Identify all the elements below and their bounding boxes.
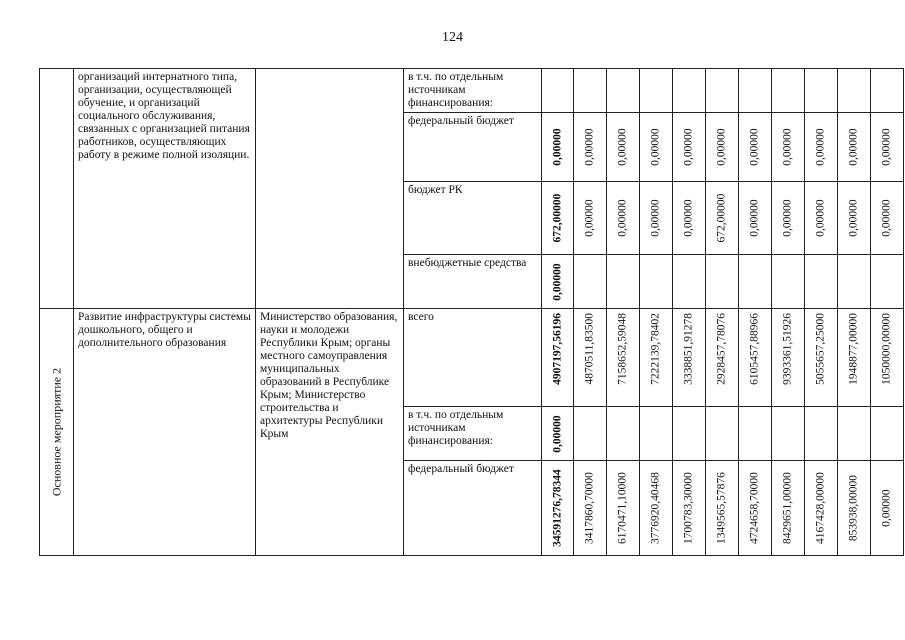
- value-cell: [838, 407, 871, 461]
- year-value: 6105457,88966: [748, 313, 761, 385]
- value-cell: [739, 69, 772, 113]
- source-label-cell: [404, 309, 542, 407]
- value-cell: [607, 309, 640, 407]
- value-cell: [574, 113, 607, 182]
- total-value: 0,00000: [551, 414, 563, 453]
- value-cell: [640, 255, 673, 309]
- budget-table: [39, 68, 904, 556]
- year-value: 0,00000: [616, 199, 629, 237]
- year-value: 0,00000: [814, 128, 827, 166]
- value-cell: [574, 407, 607, 461]
- value-cell: [871, 461, 904, 556]
- value-cell: [739, 113, 772, 182]
- value-cell: [838, 255, 871, 309]
- value-cell: [772, 461, 805, 556]
- source-label: федеральный бюджет: [408, 115, 514, 127]
- year-value: 0,00000: [682, 199, 695, 237]
- table-row: [40, 69, 904, 113]
- value-cell: [673, 407, 706, 461]
- measure-description: Развитие инфраструктуры системы дошкольного, общего и дополнительного образования: [78, 311, 251, 349]
- year-value: 1349565,57876: [715, 472, 728, 544]
- year-value: 6170471,10000: [616, 472, 629, 544]
- measure-description-cell: [74, 309, 256, 556]
- value-cell: [772, 182, 805, 255]
- event-title: Основное мероприятие 2: [49, 367, 63, 497]
- value-cell: [805, 309, 838, 407]
- value-cell: [739, 309, 772, 407]
- value-cell: [706, 113, 739, 182]
- year-value: 0,00000: [847, 199, 860, 237]
- year-value: 0,00000: [880, 489, 893, 527]
- year-value: 0,00000: [880, 199, 893, 237]
- value-cell: [871, 309, 904, 407]
- value-cell: [805, 69, 838, 113]
- total-value: 4907197,56196: [551, 313, 563, 385]
- value-cell: [673, 182, 706, 255]
- year-value: 0,00000: [781, 199, 794, 237]
- source-label-cell: [404, 113, 542, 182]
- value-cell: [838, 182, 871, 255]
- value-cell: [805, 255, 838, 309]
- value-cell: [706, 69, 739, 113]
- value-cell: [574, 309, 607, 407]
- year-value: 5055657,25000: [814, 313, 827, 385]
- value-cell: [871, 69, 904, 113]
- source-label-cell: [404, 407, 542, 461]
- measure-description-cell: [74, 69, 256, 309]
- value-cell: [739, 407, 772, 461]
- value-cell: [871, 113, 904, 182]
- value-cell: [640, 309, 673, 407]
- value-cell: [640, 407, 673, 461]
- year-value: 0,00000: [682, 128, 695, 166]
- value-cell: [673, 309, 706, 407]
- source-label: в т.ч. по отдельным источникам финансирования:: [408, 71, 504, 109]
- table-row: [40, 309, 904, 407]
- year-value: 0,00000: [814, 199, 827, 237]
- total-cell: [542, 309, 574, 407]
- value-cell: [706, 461, 739, 556]
- source-label: федеральный бюджет: [408, 463, 514, 475]
- value-cell: [838, 309, 871, 407]
- year-value: 3338851,91278: [682, 313, 695, 385]
- value-cell: [574, 461, 607, 556]
- value-cell: [607, 182, 640, 255]
- value-cell: [838, 113, 871, 182]
- year-value: 0,00000: [583, 199, 596, 237]
- year-value: 672,00000: [715, 193, 728, 243]
- year-value: 0,00000: [880, 128, 893, 166]
- value-cell: [706, 255, 739, 309]
- year-value: 0,00000: [781, 128, 794, 166]
- value-cell: [772, 113, 805, 182]
- event-cell-empty: [40, 69, 74, 309]
- value-cell: [640, 113, 673, 182]
- year-value: 2928457,78076: [715, 313, 728, 385]
- total-cell: [542, 407, 574, 461]
- value-cell: [838, 461, 871, 556]
- value-cell: [772, 407, 805, 461]
- year-value: 1050000,00000: [880, 313, 893, 385]
- year-value: 0,00000: [583, 128, 596, 166]
- year-value: 4724658,70000: [748, 472, 761, 544]
- value-cell: [706, 182, 739, 255]
- value-cell: [739, 461, 772, 556]
- year-value: 0,00000: [649, 199, 662, 237]
- year-value: 3417860,70000: [583, 472, 596, 544]
- value-cell: [706, 407, 739, 461]
- year-value: 0,00000: [616, 128, 629, 166]
- value-cell: [772, 309, 805, 407]
- total-value: 34591276,78344: [551, 469, 563, 547]
- page-number: 124: [442, 30, 463, 45]
- value-cell: [673, 255, 706, 309]
- value-cell: [607, 255, 640, 309]
- value-cell: [871, 407, 904, 461]
- total-cell: [542, 113, 574, 182]
- year-value: 0,00000: [748, 199, 761, 237]
- source-label-cell: [404, 69, 542, 113]
- value-cell: [607, 69, 640, 113]
- value-cell: [607, 113, 640, 182]
- source-label: всего: [408, 311, 434, 323]
- total-value: 672,00000: [551, 193, 563, 243]
- year-value: 4167428,00000: [814, 472, 827, 544]
- value-cell: [805, 113, 838, 182]
- year-value: 0,00000: [649, 128, 662, 166]
- year-value: 7158652,59048: [616, 313, 629, 385]
- year-value: 0,00000: [847, 128, 860, 166]
- value-cell: [805, 182, 838, 255]
- value-cell: [772, 69, 805, 113]
- executor-cell-empty: [256, 69, 404, 309]
- value-cell: [838, 69, 871, 113]
- year-value: 853938,00000: [847, 474, 860, 542]
- year-value: 7222139,78402: [649, 313, 662, 385]
- value-cell: [739, 255, 772, 309]
- value-cell: [871, 182, 904, 255]
- value-cell: [640, 69, 673, 113]
- value-cell: [574, 182, 607, 255]
- year-value: 9393361,51926: [781, 313, 794, 385]
- total-cell: [542, 461, 574, 556]
- value-cell: [805, 461, 838, 556]
- year-value: 1948877,00000: [847, 313, 860, 385]
- year-value: 8429651,00000: [781, 472, 794, 544]
- source-label-cell: [404, 182, 542, 255]
- year-value: 1700783,30000: [682, 472, 695, 544]
- value-cell: [673, 69, 706, 113]
- source-label: бюджет РК: [408, 184, 463, 196]
- year-value: 3776920,40468: [649, 472, 662, 544]
- source-label: внебюджетные средства: [408, 257, 527, 269]
- total-value: 0,00000: [551, 262, 563, 301]
- total-cell: [542, 182, 574, 255]
- value-cell: [607, 461, 640, 556]
- value-cell: [640, 182, 673, 255]
- source-label: в т.ч. по отдельным источникам финансирования:: [408, 409, 504, 447]
- total-cell: [542, 255, 574, 309]
- year-value: 4870511,83500: [583, 313, 596, 385]
- value-cell: [574, 255, 607, 309]
- value-cell: [640, 461, 673, 556]
- value-cell: [706, 309, 739, 407]
- total-cell: [542, 69, 574, 113]
- value-cell: [871, 255, 904, 309]
- value-cell: [805, 407, 838, 461]
- executor-cell: [256, 309, 404, 556]
- year-value: 0,00000: [748, 128, 761, 166]
- value-cell: [607, 407, 640, 461]
- value-cell: [739, 182, 772, 255]
- value-cell: [772, 255, 805, 309]
- source-label-cell: [404, 255, 542, 309]
- total-value: 0,00000: [551, 128, 563, 166]
- value-cell: [673, 461, 706, 556]
- source-label-cell: [404, 461, 542, 556]
- measure-description: организаций интернатного типа, организации, осуществляющей обучение, и организаций социального обслуживания, связанных с организацией питания работников, осуществляющих работу в режиме полной изоляции.: [78, 71, 250, 161]
- year-value: 0,00000: [715, 128, 728, 166]
- value-cell: [673, 113, 706, 182]
- event-cell: [40, 309, 74, 556]
- value-cell: [574, 69, 607, 113]
- executor-text: Министерство образования, науки и молодежи Республики Крым; органы местного самоуправления муниципальных образований в Республике Крым; Министерство строительства и архитектуры Республики Крым: [260, 311, 398, 440]
